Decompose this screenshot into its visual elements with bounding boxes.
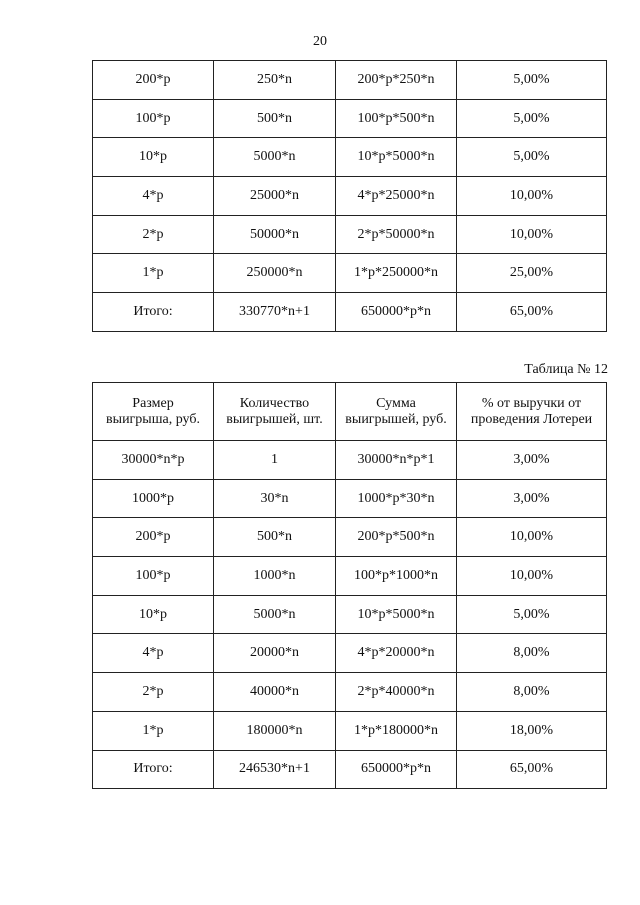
prize-sum-cell: 200*р*500*n — [336, 518, 457, 557]
prize-sum-cell: 100*р*1000*n — [336, 557, 457, 596]
table-row — [93, 254, 607, 293]
table-row — [93, 595, 607, 634]
table-row — [93, 215, 607, 254]
prize-size-cell: 10*р — [93, 138, 214, 177]
table-row — [93, 634, 607, 673]
total-count-cell: 246530*n+1 — [214, 750, 336, 789]
prize-count-cell: 1 — [214, 441, 336, 480]
revenue-percent-cell: 5,00% — [457, 99, 607, 138]
total-count-cell: 330770*n+1 — [214, 293, 336, 332]
prize-sum-cell: 4*р*25000*n — [336, 177, 457, 216]
prize-count-cell: 250*n — [214, 61, 336, 100]
prize-size-cell: 1000*р — [93, 479, 214, 518]
prize-count-cell: 30*n — [214, 479, 336, 518]
revenue-percent-cell: 25,00% — [457, 254, 607, 293]
revenue-percent-cell: 8,00% — [457, 634, 607, 673]
table-caption: Таблица № 12 — [524, 362, 608, 377]
table-header-row — [93, 383, 607, 441]
prize-size-cell: 100*р — [93, 99, 214, 138]
prize-sum-cell: 200*р*250*n — [336, 61, 457, 100]
table-row — [93, 557, 607, 596]
prize-size-cell: 4*р — [93, 177, 214, 216]
prize-count-cell: 500*n — [214, 518, 336, 557]
total-sum-cell: 650000*р*n — [336, 293, 457, 332]
prize-count-cell: 5000*n — [214, 138, 336, 177]
revenue-percent-cell: 10,00% — [457, 177, 607, 216]
table-row — [93, 177, 607, 216]
revenue-percent-cell: 10,00% — [457, 557, 607, 596]
prize-table-continued — [92, 60, 607, 332]
prize-sum-cell: 30000*n*р*1 — [336, 441, 457, 480]
table-row — [93, 479, 607, 518]
column-header-prize-count: Количество выигрышей, шт. — [214, 383, 336, 441]
column-header-prize-sum: Сумма выигрышей, руб. — [336, 383, 457, 441]
prize-sum-cell: 10*р*5000*n — [336, 138, 457, 177]
revenue-percent-cell: 5,00% — [457, 61, 607, 100]
table-row — [93, 441, 607, 480]
revenue-percent-cell: 18,00% — [457, 711, 607, 750]
prize-size-cell: 10*р — [93, 595, 214, 634]
revenue-percent-cell: 5,00% — [457, 595, 607, 634]
prize-sum-cell: 100*р*500*n — [336, 99, 457, 138]
prize-count-cell: 50000*n — [214, 215, 336, 254]
revenue-percent-cell: 8,00% — [457, 673, 607, 712]
prize-size-cell: 2*р — [93, 215, 214, 254]
revenue-percent-cell: 10,00% — [457, 518, 607, 557]
prize-size-cell: 1*р — [93, 254, 214, 293]
prize-count-cell: 500*n — [214, 99, 336, 138]
prize-size-cell: 100*р — [93, 557, 214, 596]
revenue-percent-cell: 5,00% — [457, 138, 607, 177]
prize-size-cell: 1*р — [93, 711, 214, 750]
prize-sum-cell: 2*р*40000*n — [336, 673, 457, 712]
prize-sum-cell: 2*р*50000*n — [336, 215, 457, 254]
prize-count-cell: 20000*n — [214, 634, 336, 673]
prize-size-cell: 2*р — [93, 673, 214, 712]
total-row — [93, 293, 607, 332]
table-row — [93, 61, 607, 100]
prize-table-12 — [92, 382, 607, 789]
prize-size-cell: 4*р — [93, 634, 214, 673]
prize-count-cell: 5000*n — [214, 595, 336, 634]
prize-count-cell: 40000*n — [214, 673, 336, 712]
column-header-prize-size: Размер выигрыша, руб. — [93, 383, 214, 441]
prize-count-cell: 250000*n — [214, 254, 336, 293]
revenue-percent-cell: 3,00% — [457, 441, 607, 480]
page-number: 20 — [313, 34, 327, 49]
prize-sum-cell: 1*р*250000*n — [336, 254, 457, 293]
total-percent-cell: 65,00% — [457, 293, 607, 332]
prize-count-cell: 1000*n — [214, 557, 336, 596]
prize-count-cell: 25000*n — [214, 177, 336, 216]
prize-sum-cell: 10*р*5000*n — [336, 595, 457, 634]
prize-sum-cell: 1*р*180000*n — [336, 711, 457, 750]
prize-size-cell: 200*р — [93, 518, 214, 557]
revenue-percent-cell: 10,00% — [457, 215, 607, 254]
total-sum-cell: 650000*р*n — [336, 750, 457, 789]
column-header-revenue-percent: % от выручки от проведения Лотереи — [457, 383, 607, 441]
total-label-cell: Итого: — [93, 750, 214, 789]
prize-size-cell: 200*р — [93, 61, 214, 100]
revenue-percent-cell: 3,00% — [457, 479, 607, 518]
table-row — [93, 518, 607, 557]
total-label-cell: Итого: — [93, 293, 214, 332]
prize-count-cell: 180000*n — [214, 711, 336, 750]
table-row — [93, 673, 607, 712]
prize-sum-cell: 4*р*20000*n — [336, 634, 457, 673]
prize-sum-cell: 1000*р*30*n — [336, 479, 457, 518]
table-row — [93, 711, 607, 750]
table-row — [93, 138, 607, 177]
total-percent-cell: 65,00% — [457, 750, 607, 789]
total-row — [93, 750, 607, 789]
prize-size-cell: 30000*n*р — [93, 441, 214, 480]
table-row — [93, 99, 607, 138]
